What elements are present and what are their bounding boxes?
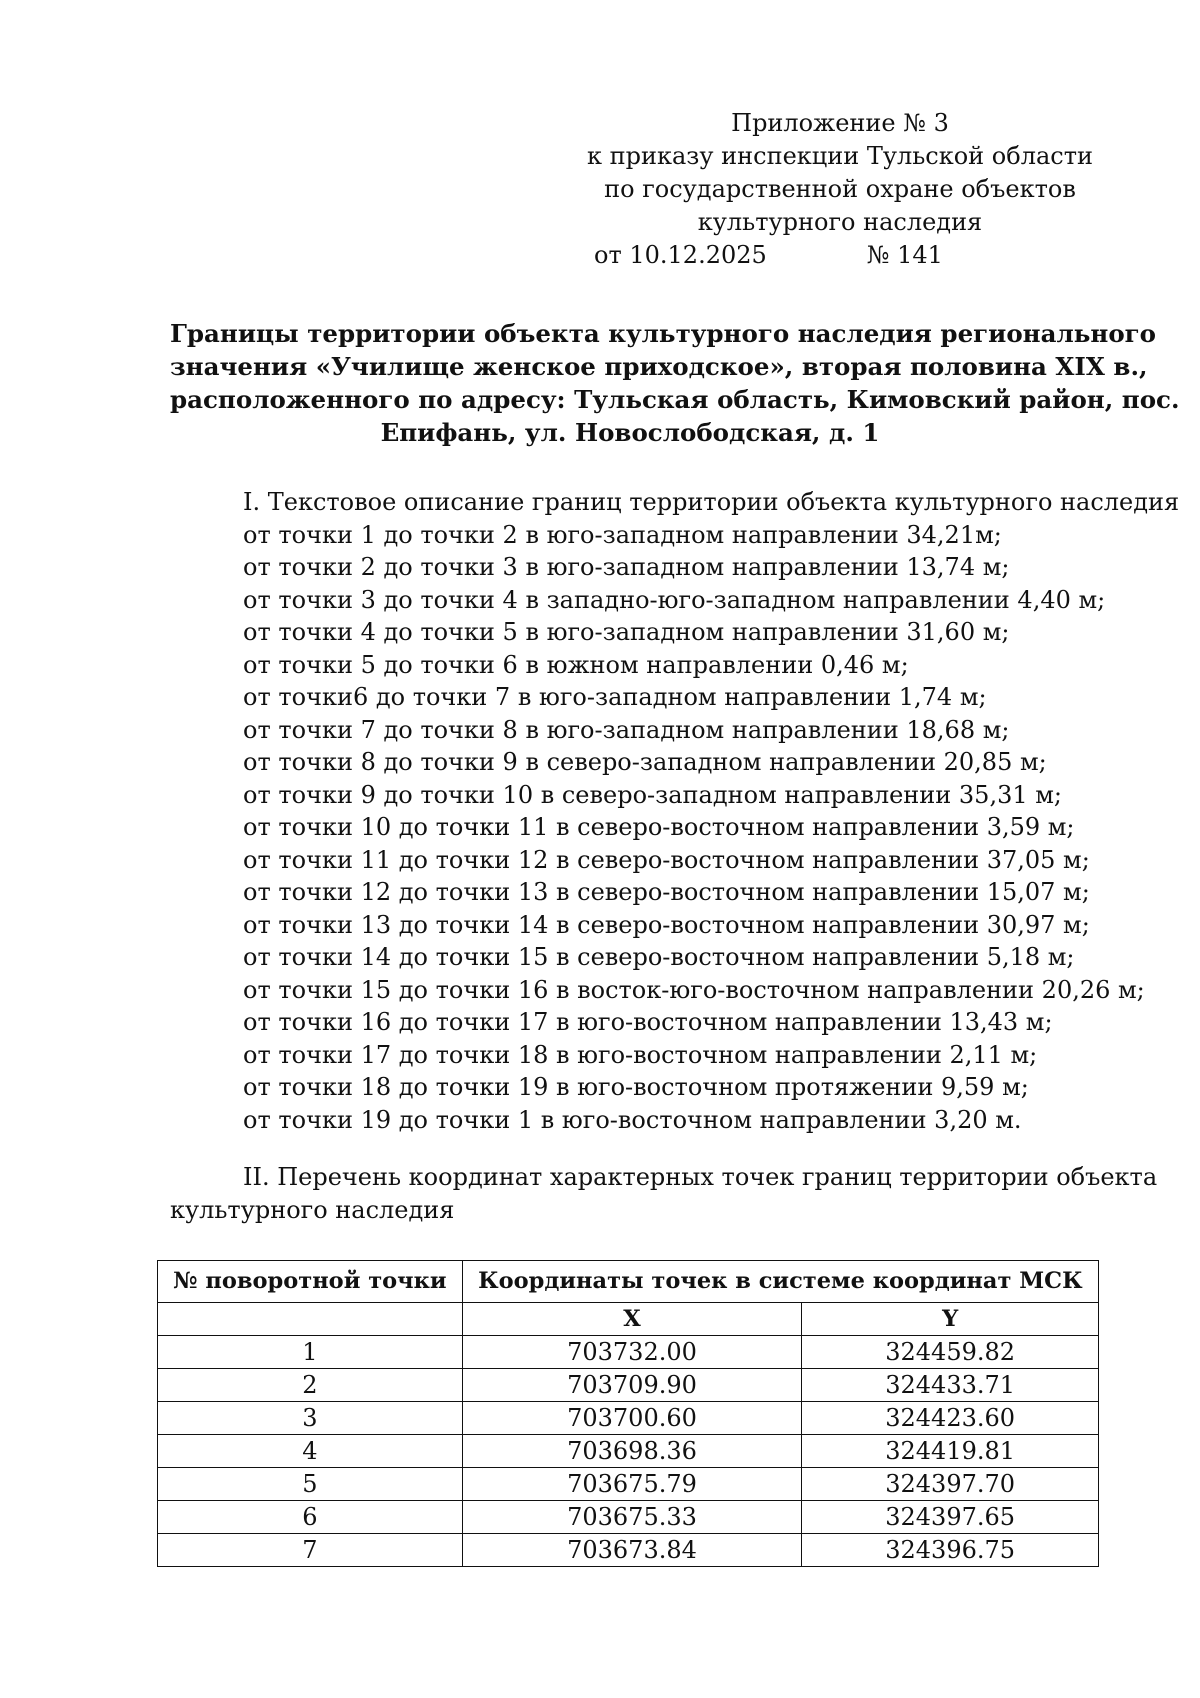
appendix-line: к приказу инспекции Тульской области xyxy=(587,142,1093,170)
table-row xyxy=(158,1336,1099,1369)
document-title xyxy=(170,317,1180,449)
title-line: значения «Училище женское приходское», вторая половина XIX в., xyxy=(170,352,1148,381)
table-subheader-row xyxy=(158,1303,1099,1336)
coordinates-table xyxy=(157,1260,1099,1567)
table-row xyxy=(158,1534,1099,1567)
cell-point: 4 xyxy=(158,1435,463,1468)
cell-point: 3 xyxy=(158,1402,463,1435)
cell-y: 324396.75 xyxy=(802,1534,1099,1567)
cell-y: 324419.81 xyxy=(802,1435,1099,1468)
cell-x: 703673.84 xyxy=(462,1534,802,1567)
cell-point: 7 xyxy=(158,1534,463,1567)
header-coordinates: Координаты точек в системе координат МСК xyxy=(462,1261,1098,1303)
cell-point: 1 xyxy=(158,1336,463,1369)
boundary-line: от точки 1 до точки 2 в юго-западном направлении 34,21м; xyxy=(243,520,1002,549)
table-row xyxy=(158,1435,1099,1468)
boundary-line: от точки 13 до точки 14 в северо-восточном направлении 30,97 м; xyxy=(243,910,1090,939)
boundary-line: от точки 15 до точки 16 в восток-юго-восточном направлении 20,26 м; xyxy=(243,975,1145,1004)
header-x: X xyxy=(462,1303,802,1336)
table-row xyxy=(158,1468,1099,1501)
cell-x: 703700.60 xyxy=(462,1402,802,1435)
cell-y: 324459.82 xyxy=(802,1336,1099,1369)
section-coordinates-heading xyxy=(170,1161,1158,1227)
title-line: Границы территории объекта культурного наследия регионального xyxy=(170,319,1157,348)
boundary-line: от точки 3 до точки 4 в западно-юго-западном направлении 4,40 м; xyxy=(243,585,1106,614)
table-row xyxy=(158,1402,1099,1435)
cell-y: 324423.60 xyxy=(802,1402,1099,1435)
cell-y: 324397.70 xyxy=(802,1468,1099,1501)
cell-y: 324433.71 xyxy=(802,1369,1099,1402)
table-row xyxy=(158,1369,1099,1402)
cell-point: 2 xyxy=(158,1369,463,1402)
appendix-header xyxy=(580,107,1100,272)
section2-heading-line: культурного наследия xyxy=(170,1196,455,1224)
cell-point: 6 xyxy=(158,1501,463,1534)
boundary-line: от точки 19 до точки 1 в юго-восточном направлении 3,20 м. xyxy=(243,1105,1022,1134)
boundary-line: от точки 7 до точки 8 в юго-западном направлении 18,68 м; xyxy=(243,715,1010,744)
appendix-line: Приложение № 3 xyxy=(731,109,949,137)
boundary-line: от точки 5 до точки 6 в южном направлении 0,46 м; xyxy=(243,650,909,679)
table-header-row xyxy=(158,1261,1099,1303)
boundary-line: от точки 12 до точки 13 в северо-восточном направлении 15,07 м; xyxy=(243,878,1090,906)
cell-x: 703675.33 xyxy=(462,1501,802,1534)
boundary-line: от точки 11 до точки 12 в северо-восточном направлении 37,05 м; xyxy=(243,845,1090,874)
title-line: Епифань, ул. Новослободская, д. 1 xyxy=(380,418,880,447)
cell-y: 324397.65 xyxy=(802,1501,1099,1534)
boundary-line: от точки 14 до точки 15 в северо-восточном направлении 5,18 м; xyxy=(243,943,1075,971)
cell-x: 703698.36 xyxy=(462,1435,802,1468)
boundary-line: от точки 17 до точки 18 в юго-восточном направлении 2,11 м; xyxy=(243,1040,1038,1069)
order-number: № 141 xyxy=(866,241,943,269)
order-date: от 10.12.2025 xyxy=(594,241,767,269)
title-line: расположенного по адресу: Тульская область, Кимовский район, пос. xyxy=(170,385,1180,414)
table-row xyxy=(158,1501,1099,1534)
section1-heading: I. Текстовое описание границ территории объекта культурного наследия xyxy=(243,488,1180,516)
header-y: Y xyxy=(802,1303,1099,1336)
cell-point: 5 xyxy=(158,1468,463,1501)
cell-x: 703709.90 xyxy=(462,1369,802,1402)
boundary-line: от точки 9 до точки 10 в северо-западном направлении 35,31 м; xyxy=(243,780,1062,809)
cell-x: 703732.00 xyxy=(462,1336,802,1369)
appendix-line: культурного наследия xyxy=(697,208,983,236)
boundary-line: от точки 18 до точки 19 в юго-восточном протяжении 9,59 м; xyxy=(243,1073,1029,1101)
section2-heading-line: II. Перечень координат характерных точек границ территории объекта xyxy=(243,1163,1158,1191)
boundary-line: от точки 16 до точки 17 в юго-восточном направлении 13,43 м; xyxy=(243,1008,1053,1036)
boundary-line: от точки 4 до точки 5 в юго-западном направлении 31,60 м; xyxy=(243,618,1010,646)
header-empty-cell xyxy=(158,1303,463,1336)
header-point-number: № поворотной точки xyxy=(158,1261,463,1303)
section-text-description xyxy=(243,486,1180,1136)
boundary-line: от точки 8 до точки 9 в северо-западном направлении 20,85 м; xyxy=(243,748,1047,776)
order-date-number xyxy=(580,239,1100,272)
boundary-line: от точки6 до точки 7 в юго-западном направлении 1,74 м; xyxy=(243,683,987,711)
boundary-line: от точки 10 до точки 11 в северо-восточном направлении 3,59 м; xyxy=(243,813,1075,841)
appendix-line: по государственной охране объектов xyxy=(604,175,1076,203)
boundary-line: от точки 2 до точки 3 в юго-западном направлении 13,74 м; xyxy=(243,553,1010,581)
cell-x: 703675.79 xyxy=(462,1468,802,1501)
